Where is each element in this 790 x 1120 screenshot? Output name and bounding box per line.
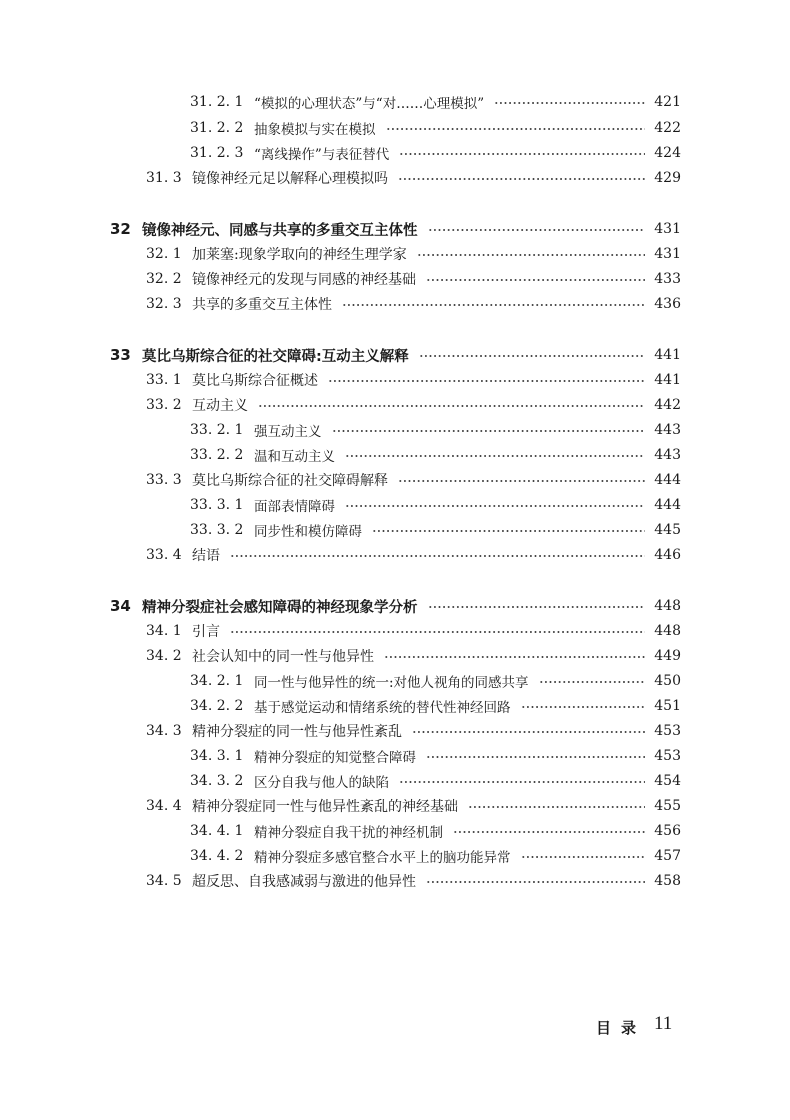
entry-title: 社会认知中的同一性与他异性 xyxy=(192,649,374,665)
dot-leader xyxy=(521,856,646,858)
entry-number: 34. 1 xyxy=(146,623,182,639)
toc-subsection-entry[interactable] xyxy=(190,116,681,140)
entry-number: 32. 1 xyxy=(146,246,182,262)
entry-page-number: 453 xyxy=(654,723,681,739)
entry-title: “离线操作”与表征替代 xyxy=(254,147,390,163)
dot-leader xyxy=(426,881,645,883)
entry-title: 精神分裂症同一性与他异性紊乱的神经基础 xyxy=(192,799,458,815)
entry-number: 34. 4 xyxy=(146,798,182,814)
entry-page-number: 450 xyxy=(654,673,681,689)
entry-page-number: 422 xyxy=(654,120,681,136)
toc-chapter-entry[interactable] xyxy=(110,594,681,618)
toc-section-entry[interactable] xyxy=(146,644,681,668)
dot-leader xyxy=(230,555,645,557)
toc-section-entry[interactable] xyxy=(146,869,681,893)
dot-leader xyxy=(398,480,645,482)
dot-leader xyxy=(428,606,646,608)
entry-title: 强互动主义 xyxy=(254,424,322,440)
entry-number: 33. 1 xyxy=(146,372,182,388)
toc-section-entry[interactable] xyxy=(146,468,681,492)
entry-title: 镜像神经元的发现与同感的神经基础 xyxy=(192,272,416,288)
dot-leader xyxy=(521,706,646,708)
toc-chapter-entry[interactable] xyxy=(110,217,681,241)
entry-title: 面部表情障碍 xyxy=(254,499,335,515)
entry-page-number: 433 xyxy=(654,271,681,287)
running-footer-label: 目录 xyxy=(596,1019,647,1037)
dot-leader xyxy=(399,153,645,155)
entry-title: 精神分裂症的同一性与他异性紊乱 xyxy=(192,724,402,740)
entry-title: 精神分裂症自我干扰的神经机制 xyxy=(254,825,443,841)
entry-title: 镜像神经元、同感与共享的多重交互主体性 xyxy=(142,222,418,239)
entry-number: 33. 3 xyxy=(146,472,182,488)
entry-number: 34. 2 xyxy=(146,648,182,664)
entry-number: 34. 2. 1 xyxy=(190,673,244,689)
entry-page-number: 431 xyxy=(654,221,681,237)
toc-subsection-entry[interactable] xyxy=(190,844,681,868)
entry-number: 33. 2 xyxy=(146,397,182,413)
entry-title: 莫比乌斯综合征的社交障碍:互动主义解释 xyxy=(142,348,409,365)
entry-number: 33. 4 xyxy=(146,547,182,563)
entry-page-number: 457 xyxy=(654,848,681,864)
toc-section-entry[interactable] xyxy=(146,393,681,417)
entry-title: 引言 xyxy=(192,624,220,640)
entry-page-number: 443 xyxy=(654,447,681,463)
dot-leader xyxy=(345,455,645,457)
entry-number: 34. 4. 1 xyxy=(190,823,244,839)
entry-page-number: 448 xyxy=(654,623,681,639)
entry-page-number: 445 xyxy=(654,522,681,538)
entry-title: 共享的多重交互主体性 xyxy=(192,297,332,313)
dot-leader xyxy=(426,279,645,281)
entry-number: 32. 2 xyxy=(146,271,182,287)
dot-leader xyxy=(332,430,646,432)
toc-section-entry[interactable] xyxy=(146,292,681,316)
entry-title: 互动主义 xyxy=(192,398,248,414)
entry-page-number: 436 xyxy=(654,296,681,312)
entry-title: 区分自我与他人的缺陷 xyxy=(254,775,389,791)
entry-number: 31. 3 xyxy=(146,170,182,186)
dot-leader xyxy=(419,355,645,357)
dot-leader xyxy=(468,806,645,808)
entry-number: 33 xyxy=(110,346,131,364)
toc-chapter-entry[interactable] xyxy=(110,343,681,367)
entry-number: 34. 3 xyxy=(146,723,182,739)
entry-page-number: 453 xyxy=(654,748,681,764)
entry-title: 基于感觉运动和情绪系统的替代性神经回路 xyxy=(254,700,511,716)
dot-leader xyxy=(258,405,645,407)
entry-title: 莫比乌斯综合征的社交障碍解释 xyxy=(192,473,388,489)
entry-page-number: 443 xyxy=(654,422,681,438)
toc-section-entry[interactable] xyxy=(146,619,681,643)
entry-page-number: 431 xyxy=(654,246,681,262)
entry-title: 莫比乌斯综合征概述 xyxy=(192,373,318,389)
entry-title: 同一性与他异性的统一:对他人视角的同感共享 xyxy=(254,675,529,691)
entry-page-number: 424 xyxy=(654,145,681,161)
toc-section-entry[interactable] xyxy=(146,166,681,190)
entry-number: 33. 2. 2 xyxy=(190,447,244,463)
dot-leader xyxy=(384,656,645,658)
entry-number: 34. 4. 2 xyxy=(190,848,244,864)
entry-title: “模拟的心理状态”与“对……心理模拟” xyxy=(254,96,485,112)
entry-title: 精神分裂症多感官整合水平上的脑功能异常 xyxy=(254,850,511,866)
toc-section-entry[interactable] xyxy=(146,719,681,743)
toc-subsection-entry[interactable] xyxy=(190,443,681,467)
dot-leader xyxy=(417,254,645,256)
entry-number: 33. 2. 1 xyxy=(190,422,244,438)
dot-leader xyxy=(453,831,645,833)
entry-page-number: 442 xyxy=(654,397,681,413)
toc-subsection-entry[interactable] xyxy=(190,418,681,442)
entry-number: 33. 3. 1 xyxy=(190,497,244,513)
toc-subsection-entry[interactable] xyxy=(190,141,681,165)
dot-leader xyxy=(328,380,645,382)
entry-number: 31. 2. 3 xyxy=(190,145,244,161)
toc-subsection-entry[interactable] xyxy=(190,90,681,114)
toc-subsection-entry[interactable] xyxy=(190,669,681,693)
dot-leader xyxy=(342,304,645,306)
entry-page-number: 421 xyxy=(654,94,681,110)
entry-number: 32 xyxy=(110,220,131,238)
entry-page-number: 454 xyxy=(654,773,681,789)
dot-leader xyxy=(399,781,645,783)
entry-page-number: 446 xyxy=(654,547,681,563)
entry-number: 34. 5 xyxy=(146,873,182,889)
entry-title: 加莱塞:现象学取向的神经生理学家 xyxy=(192,247,407,263)
entry-title: 超反思、自我感减弱与激进的他异性 xyxy=(192,874,416,890)
entry-number: 32. 3 xyxy=(146,296,182,312)
entry-title: 同步性和模仿障碍 xyxy=(254,524,362,540)
dot-leader xyxy=(494,102,645,104)
entry-page-number: 441 xyxy=(654,347,681,363)
entry-page-number: 429 xyxy=(654,170,681,186)
dot-leader xyxy=(386,128,646,130)
toc-subsection-entry[interactable] xyxy=(190,518,681,542)
entry-number: 34. 2. 2 xyxy=(190,698,244,714)
toc-subsection-entry[interactable] xyxy=(190,744,681,768)
entry-title: 温和互动主义 xyxy=(254,449,335,465)
entry-page-number: 448 xyxy=(654,598,681,614)
entry-title: 精神分裂症的知觉整合障碍 xyxy=(254,750,416,766)
dot-leader xyxy=(372,530,645,532)
toc-subsection-entry[interactable] xyxy=(190,769,681,793)
entry-page-number: 458 xyxy=(654,873,681,889)
toc-subsection-entry[interactable] xyxy=(190,819,681,843)
toc-section-entry[interactable] xyxy=(146,267,681,291)
entry-number: 31. 2. 1 xyxy=(190,94,244,110)
entry-page-number: 451 xyxy=(654,698,681,714)
toc-subsection-entry[interactable] xyxy=(190,493,681,517)
entry-number: 34. 3. 1 xyxy=(190,748,244,764)
entry-title: 精神分裂症社会感知障碍的神经现象学分析 xyxy=(142,599,418,616)
dot-leader xyxy=(230,631,645,633)
entry-page-number: 455 xyxy=(654,798,681,814)
dot-leader xyxy=(345,505,645,507)
dot-leader xyxy=(412,731,645,733)
entry-number: 33. 3. 2 xyxy=(190,522,244,538)
entry-title: 镜像神经元足以解释心理模拟吗 xyxy=(192,171,388,187)
entry-page-number: 444 xyxy=(654,472,681,488)
page-number: 11 xyxy=(654,1013,673,1034)
entry-page-number: 449 xyxy=(654,648,681,664)
dot-leader xyxy=(426,756,645,758)
entry-page-number: 441 xyxy=(654,372,681,388)
entry-number: 34. 3. 2 xyxy=(190,773,244,789)
toc-section-entry[interactable] xyxy=(146,794,681,818)
entry-title: 结语 xyxy=(192,548,220,564)
toc-section-entry[interactable] xyxy=(146,543,681,567)
toc-section-entry[interactable] xyxy=(146,242,681,266)
dot-leader xyxy=(539,681,645,683)
entry-page-number: 456 xyxy=(654,823,681,839)
entry-page-number: 444 xyxy=(654,497,681,513)
dot-leader xyxy=(428,229,646,231)
entry-number: 34 xyxy=(110,597,131,615)
toc-subsection-entry[interactable] xyxy=(190,694,681,718)
toc-section-entry[interactable] xyxy=(146,368,681,392)
entry-number: 31. 2. 2 xyxy=(190,120,244,136)
entry-title: 抽象模拟与实在模拟 xyxy=(254,122,376,138)
dot-leader xyxy=(398,178,645,180)
